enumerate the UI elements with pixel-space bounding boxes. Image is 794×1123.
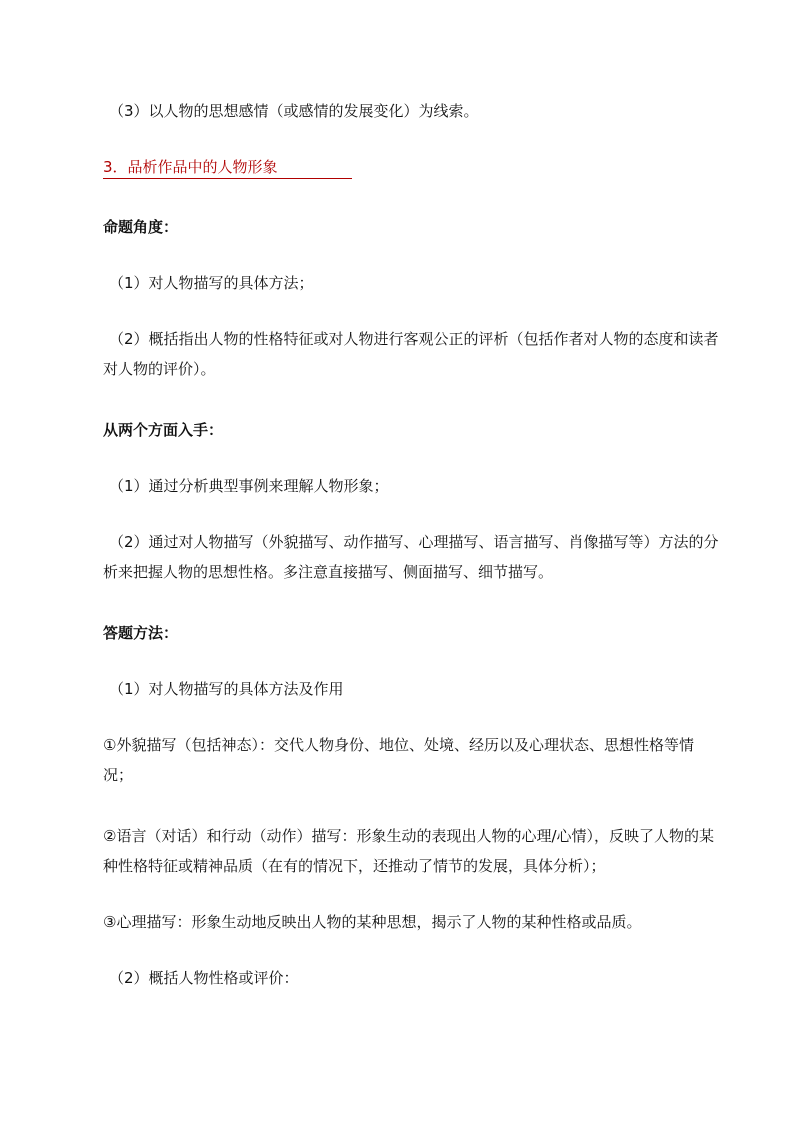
paragraph-aspect-1: （1）通过分析典型事例来理解人物形象； [109,477,389,495]
paragraph-clue-emotion: （3）以人物的思想感情（或感情的发展变化）为线索。 [109,102,479,120]
paragraph-psychological-description: ③心理描写：形象生动地反映出人物的某种思想，揭示了人物的某种性格或品质。 [103,913,642,931]
paragraph-angle-2: （2）概括指出人物的性格特征或对人物进行客观公正的评析（包括作者对人物的态度和读者对人物的评价）。 [103,330,719,378]
label-question-angle: 命题角度： [103,218,179,236]
paragraph-angle-1: （1）对人物描写的具体方法； [109,274,314,292]
paragraph-method-2: （2）概括人物性格或评价： [109,969,299,987]
label-two-aspects: 从两个方面入手： [103,421,224,439]
paragraph-aspect-2: （2）通过对人物描写（外貌描写、动作描写、心理描写、语言描写、肖像描写等）方法的分析来把握人物的思想性格。多注意直接描写、侧面描写、细节描写。 [103,533,719,581]
paragraph-appearance-description: ①外貌描写（包括神态）：交代人物身份、地位、处境、经历以及心理状态、思想性格等情况； [103,736,694,784]
label-answer-method: 答题方法： [103,624,179,642]
paragraph-method-1: （1）对人物描写的具体方法及作用 [109,680,344,698]
section-heading-character-image: 3．品析作品中的人物形象 [103,156,352,179]
paragraph-language-action-description: ②语言（对话）和行动（动作）描写：形象生动的表现出人物的心理/心情），反映了人物的某种性格特征或精神品质（在有的情况下，还推动了情节的发展，具体分析）； [103,827,715,875]
